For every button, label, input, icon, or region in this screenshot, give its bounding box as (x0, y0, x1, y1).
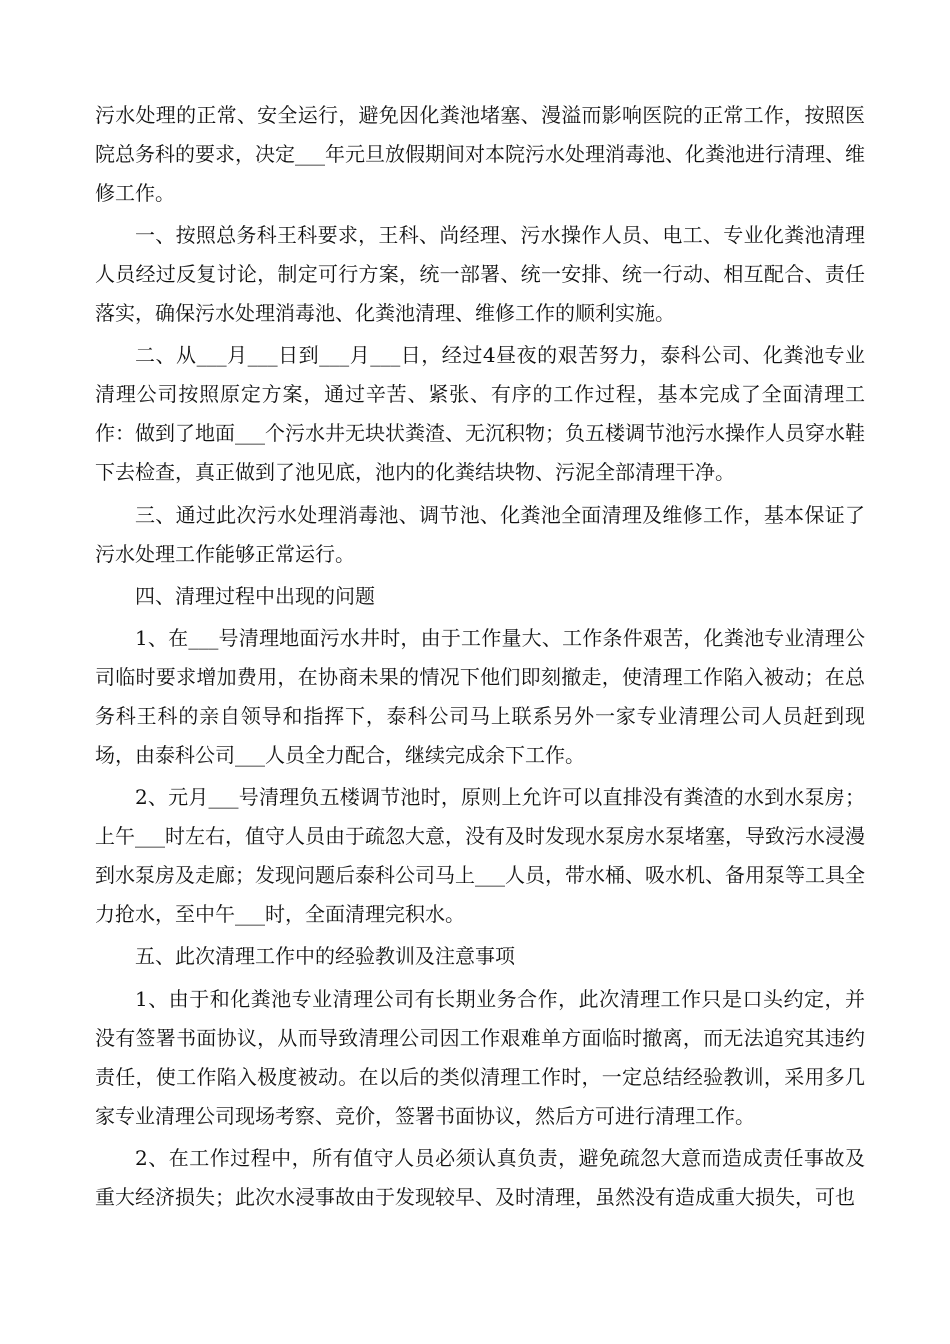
paragraph-problem-1: 1、在___号清理地面污水井时，由于工作量大、工作条件艰苦，化粪池专业清理公司临时要求增加费用，在协商未果的情况下他们即刻撤走，使清理工作陷入被动；在总务科王科的亲自领导和指挥下，泰科公司马上联系另外一家专业清理公司人员赶到现场，由泰科公司___人员全力配合，继续完成余下工作。 (95, 625, 865, 767)
paragraph-section-1: 一、按照总务科王科要求，王科、尚经理、污水操作人员、电工、专业化粪池清理人员经过反复讨论，制定可行方案，统一部署、统一安排、统一行动、相互配合、责任落实，确保污水处理消毒池、化粪池清理、维修工作的顺利实施。 (95, 223, 865, 326)
paragraph-problem-2: 2、元月___号清理负五楼调节池时，原则上允许可以直排没有粪渣的水到水泵房；上午___时左右，值守人员由于疏忽大意，没有及时发现水泵房水泵堵塞，导致污水浸漫到水泵房及走廊；发现问题后泰科公司马上___人员，带水桶、吸水机、备用泵等工具全力抢水，至中午___时，全面清理完积水。 (95, 785, 865, 927)
paragraph-intro-continued: 污水处理的正常、安全运行，避免因化粪池堵塞、漫溢而影响医院的正常工作，按照医院总务科的要求，决定___年元旦放假期间对本院污水处理消毒池、化粪池进行清理、维修工作。 (95, 103, 865, 205)
document-body (95, 96, 865, 1220)
paragraph-lesson-2: 2、在工作过程中，所有值守人员必须认真负责，避免疏忽大意而造成责任事故及重大经济损失；此次水浸事故由于发现较早、及时清理，虽然没有造成重大损失，可也 (95, 1145, 865, 1209)
heading-section-5: 五、此次清理工作中的经验教训及注意事项 (135, 944, 515, 969)
paragraph-section-2: 二、从___月___日到___月___日，经过4昼夜的艰苦努力，泰科公司、化粪池专业清理公司按照原定方案，通过辛苦、紧张、有序的工作过程，基本完成了全面清理工作：做到了地面___个污水井无块状粪渣、无沉积物；负五楼调节池污水操作人员穿水鞋下去检查，真正做到了池见底，池内的化粪结块物、污泥全部清理干净。 (95, 343, 865, 485)
heading-section-4: 四、清理过程中出现的问题 (135, 583, 375, 608)
paragraph-lesson-1: 1、由于和化粪池专业清理公司有长期业务合作，此次清理工作只是口头约定，并没有签署书面协议，从而导致清理公司因工作艰难单方面临时撤离，而无法追究其违约责任，使工作陷入极度被动。在以后的类似清理工作时，一定总结经验教训，采用多几家专业清理公司现场考察、竞价，签署书面协议，然后方可进行清理工作。 (95, 986, 865, 1128)
paragraph-section-3: 三、通过此次污水处理消毒池、调节池、化粪池全面清理及维修工作，基本保证了污水处理工作能够正常运行。 (95, 502, 865, 566)
